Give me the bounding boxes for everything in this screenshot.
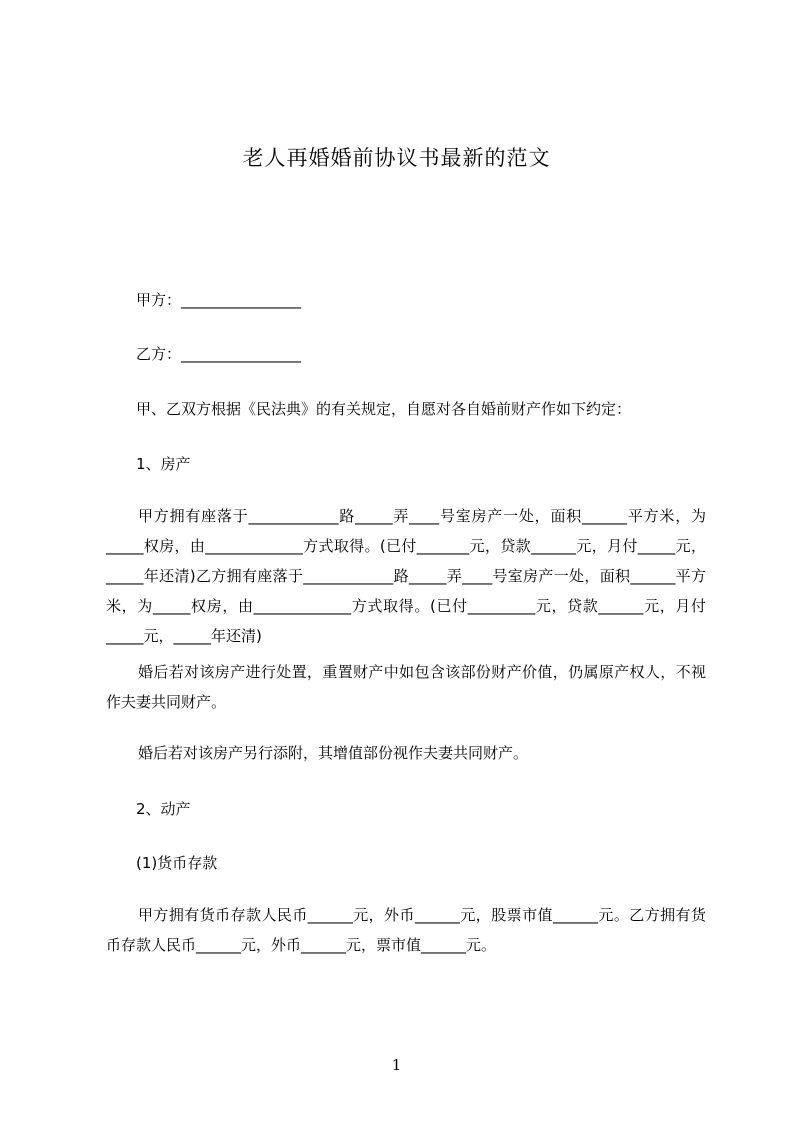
section1-heading: 1、房产 bbox=[136, 455, 191, 473]
party-b-line: 乙方：________________ bbox=[136, 345, 302, 363]
section2-heading: 2、动产 bbox=[136, 800, 191, 818]
deposit-paragraph: 甲方拥有货币存款人民币______元，外币______元，股票市值______元。乙方拥有货币存款人民币______元，外币______元，票市值______元。 bbox=[106, 906, 706, 954]
document-title: 老人再婚婚前协议书最新的范文 bbox=[242, 146, 551, 170]
addition-paragraph: 婚后若对该房产另行添附，其增值部份视作夫妻共同财产。 bbox=[138, 744, 529, 762]
disposal-paragraph: 婚后若对该房产进行处置，重置财产中如包含该部份财产价值，仍属原产权人，不视作夫妻共同财产。 bbox=[106, 663, 706, 711]
page-number: 1 bbox=[391, 1056, 402, 1074]
property-paragraph: 甲方拥有座落于____________路_____弄____号室房产一处，面积______平方米，为_____权房，由_____________方式取得。(已付_______元，贷款______元，月付_____元，_____年还清)乙方拥有座落于____________路_____弄____号室房产一处，面积______平方米，为_____权房，由_____________方式取得。(已付_________元，贷款______元，月付_____元，_____年还清) bbox=[106, 507, 706, 645]
intro-paragraph: 甲、乙双方根据《民法典》的有关规定，自愿对各自婚前财产作如下约定： bbox=[136, 400, 632, 418]
currency-deposit-subheading: (1)货币存款 bbox=[136, 854, 218, 872]
party-a-line: 甲方：________________ bbox=[136, 291, 302, 309]
